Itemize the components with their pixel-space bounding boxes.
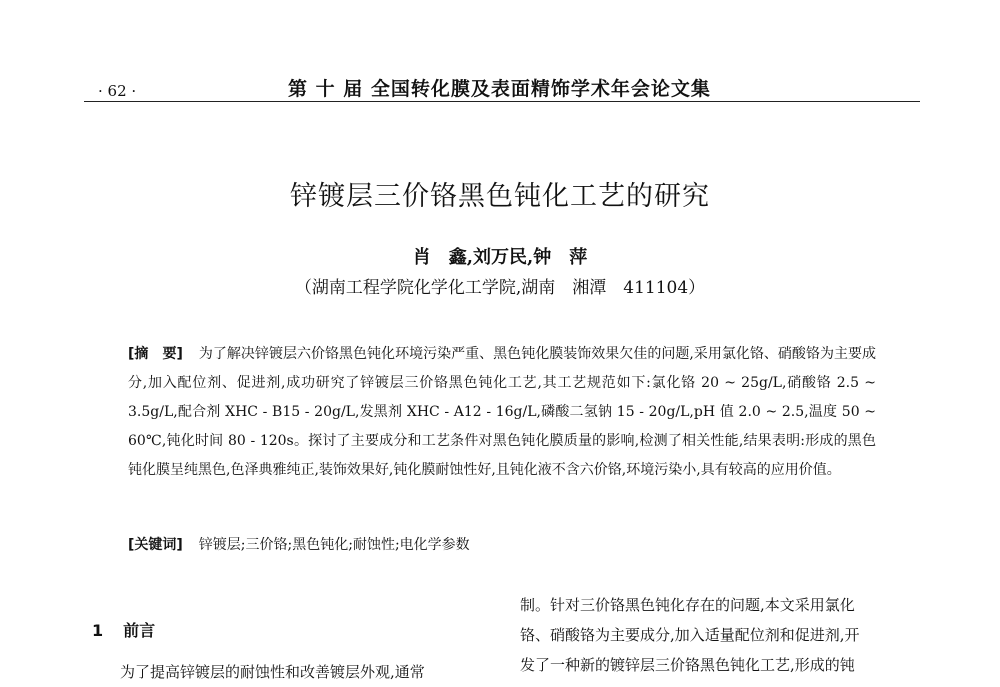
right-column bbox=[520, 590, 920, 680]
left-column-text: 为了提高锌镀层的耐蚀性和改善镀层外观,通常 bbox=[120, 663, 425, 681]
section-number: 1 bbox=[92, 621, 104, 640]
abstract-text: 为了解决锌镀层六价铬黑色钝化环境污染严重、黑色钝化膜装饰效果欠佳的问题,采用氯化铬、硝酸铬为主要成分,加入配位剂、促进剂,成功研究了锌镀层三价铬黑色钝化工艺,其工艺规范如下:氯化铬 20 ~ 25g/L,硝酸铬 2.5 ~ 3.5g/L,配合剂 XHC - B15 - 20g/L,发黑剂 XHC - A12 - 16g/L,磷酸二氢钠 15 - 20g/L,pH 值 2.0 ~ 2.5,温度 50 ~ 60℃,钝化时间 80 - 120s。探讨了主要成分和工艺条件对黑色钝化膜质量的影响,检测了相关性能,结果表明:形成的黑色钝化膜呈纯黑色,色泽典雅纯正,装饰效果好,钝化膜耐蚀性好,且钝化液不含六价铬,环境污染小,具有较高的应用价值。 bbox=[128, 346, 877, 478]
paper-affiliation: （湖南工程学院化学化工学院,湖南 湘潭 411104） bbox=[294, 278, 706, 298]
keywords bbox=[128, 534, 876, 554]
section-title: 前言 bbox=[123, 621, 156, 640]
conference-title: 第 十 届 全国转化膜及表面精饰学术年会论文集 bbox=[288, 78, 711, 100]
right-column-line: 发了一种新的镀锌层三价铬黑色钝化工艺,形成的钝 bbox=[520, 656, 855, 674]
right-column-line: 制。针对三价铬黑色钝化存在的问题,本文采用氯化 bbox=[520, 596, 855, 614]
right-column-line: 铬、硝酸铬为主要成分,加入适量配位剂和促进剂,开 bbox=[520, 626, 860, 644]
paper-title: 锌镀层三价铬黑色钝化工艺的研究 bbox=[290, 181, 710, 212]
keywords-text: 锌镀层;三价铬;黑色钝化;耐蚀性;电化学参数 bbox=[198, 537, 470, 553]
abstract-label: [摘 要] bbox=[128, 346, 183, 362]
paper-authors: 肖 鑫,刘万民,钟 萍 bbox=[412, 247, 588, 268]
page-number: · 62 · bbox=[98, 82, 137, 100]
section-heading bbox=[92, 618, 155, 641]
keywords-label: [关键词] bbox=[128, 537, 183, 553]
header-rule bbox=[84, 101, 920, 102]
abstract bbox=[128, 340, 876, 485]
